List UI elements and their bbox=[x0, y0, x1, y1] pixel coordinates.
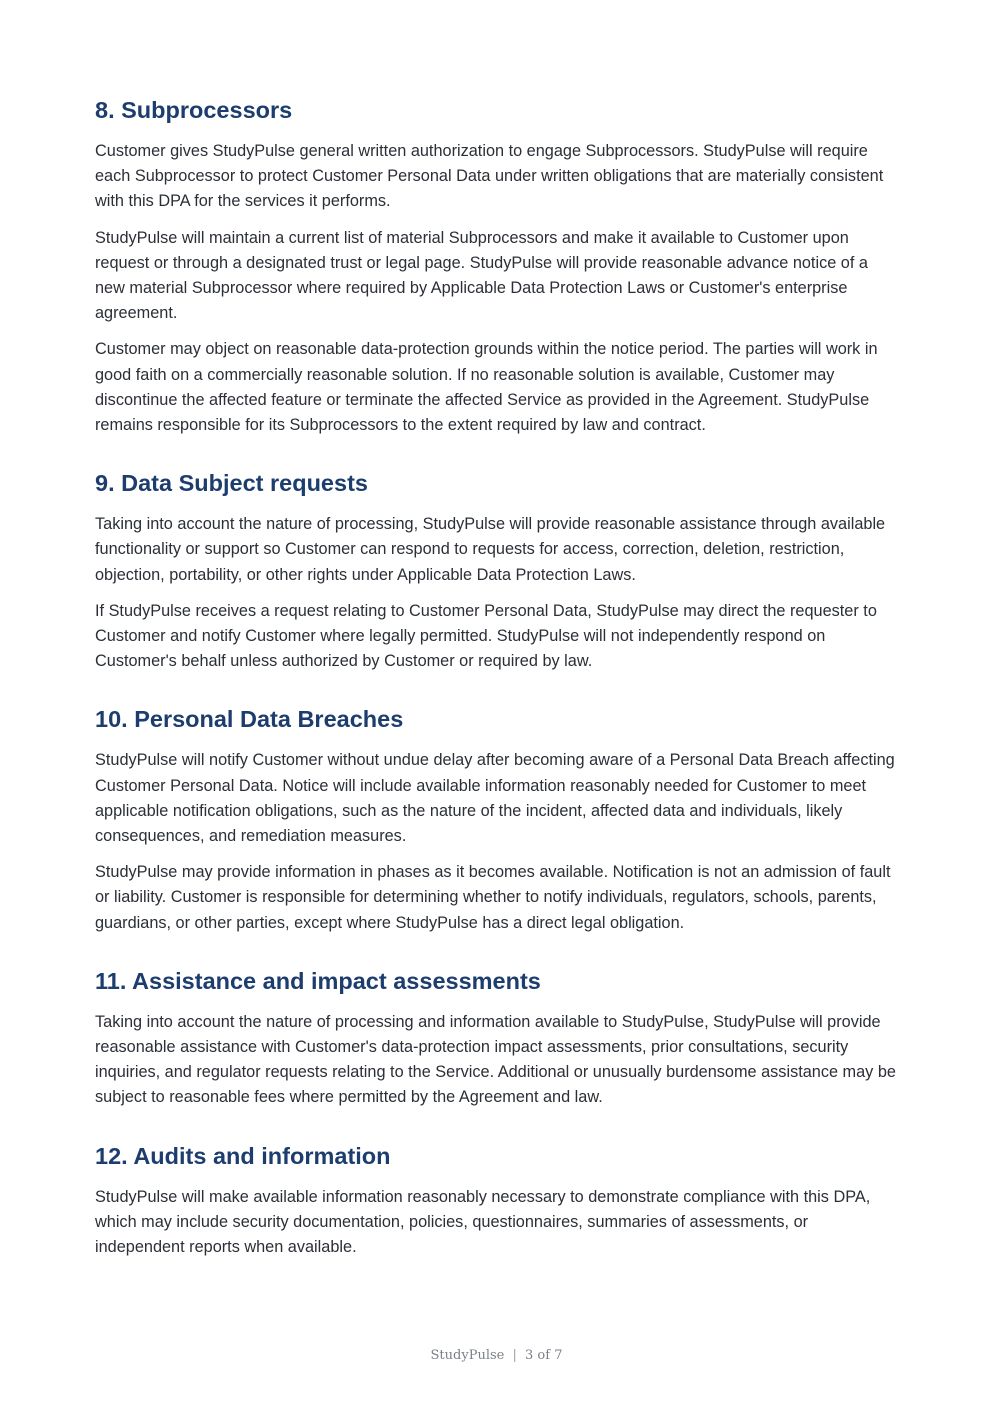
paragraph: StudyPulse will notify Customer without undue delay after becoming aware of a Personal Data Breach affecting Customer Personal Data. Notice will include available information reasonably needed for Customer to meet applicable notification obligations, such as the nature of the incident, affected data and individuals, likely consequences, and remediation measures. bbox=[95, 751, 895, 846]
section-data-subject-requests bbox=[95, 467, 899, 674]
section-subprocessors bbox=[95, 94, 899, 438]
section-heading: 8. Subprocessors bbox=[95, 97, 293, 123]
footer-page-number: 3 of 7 bbox=[525, 1348, 563, 1363]
footer-separator: | bbox=[512, 1348, 517, 1363]
paragraph: Customer gives StudyPulse general written authorization to engage Subprocessors. StudyPulse will require each Subprocessor to protect Customer Personal Data under written obligations that are materially consistent with this DPA for the services it performs. bbox=[95, 142, 884, 211]
footer-brand: StudyPulse bbox=[430, 1348, 505, 1363]
section-personal-data-breaches bbox=[95, 703, 899, 935]
document-page bbox=[95, 94, 899, 1260]
page-footer bbox=[0, 1346, 993, 1366]
section-heading: 9. Data Subject requests bbox=[95, 470, 368, 497]
section-heading: 10. Personal Data Breaches bbox=[95, 706, 404, 733]
paragraph: StudyPulse will make available information reasonably necessary to demonstrate compliance with this DPA, which may include security documentation, policies, questionnaires, summaries of assessments, or independent reports when available. bbox=[95, 1187, 871, 1257]
paragraph: StudyPulse will maintain a current list of material Subprocessors and make it available to Customer upon request or through a designated trust or legal page. StudyPulse will provide reasonable advance notice of a new material Subprocessor where required by Applicable Data Protection Laws or Customer's enterprise agreement. bbox=[95, 228, 868, 323]
section-heading: 12. Audits and information bbox=[95, 1142, 391, 1169]
section-heading: 11. Assistance and impact assessments bbox=[95, 967, 541, 994]
paragraph: Taking into account the nature of processing and information available to StudyPulse, StudyPulse will provide reasonable assistance with Customer's data-protection impact assessments, prior consultations, security inquiries, and regulator requests relating to the Service. Additional or unusually burdensome assistance may be subject to reasonable fees where permitted by the Agreement and law. bbox=[95, 1012, 896, 1107]
paragraph: Taking into account the nature of processing, StudyPulse will provide reasonable assistance through available functionality or support so Customer can respond to requests for access, correction, deletion, restriction, objection, portability, or other rights under Applicable Data Protection Laws. bbox=[95, 515, 886, 584]
paragraph: StudyPulse may provide information in phases as it becomes available. Notification is not an admission of fault or liability. Customer is responsible for determining whether to notify individuals, regulators, schools, parents, guardians, or other parties, except where StudyPulse has a direct legal obligation. bbox=[95, 863, 891, 932]
paragraph: If StudyPulse receives a request relating to Customer Personal Data, StudyPulse may direct the requester to Customer and notify Customer where legally permitted. StudyPulse will not independently respond on Customer's behalf unless authorized by Customer or required by law. bbox=[95, 601, 877, 671]
section-assistance-impact-assessments bbox=[95, 965, 899, 1111]
section-audits-information bbox=[95, 1140, 899, 1261]
paragraph: Customer may object on reasonable data-protection grounds within the notice period. The parties will work in good faith on a commercially reasonable solution. If no reasonable solution is available, Customer may discontinue the affected feature or terminate the affected Service as provided in the Agreement. StudyPulse remains responsible for its Subprocessors to the extent required by law and contract. bbox=[95, 340, 878, 435]
